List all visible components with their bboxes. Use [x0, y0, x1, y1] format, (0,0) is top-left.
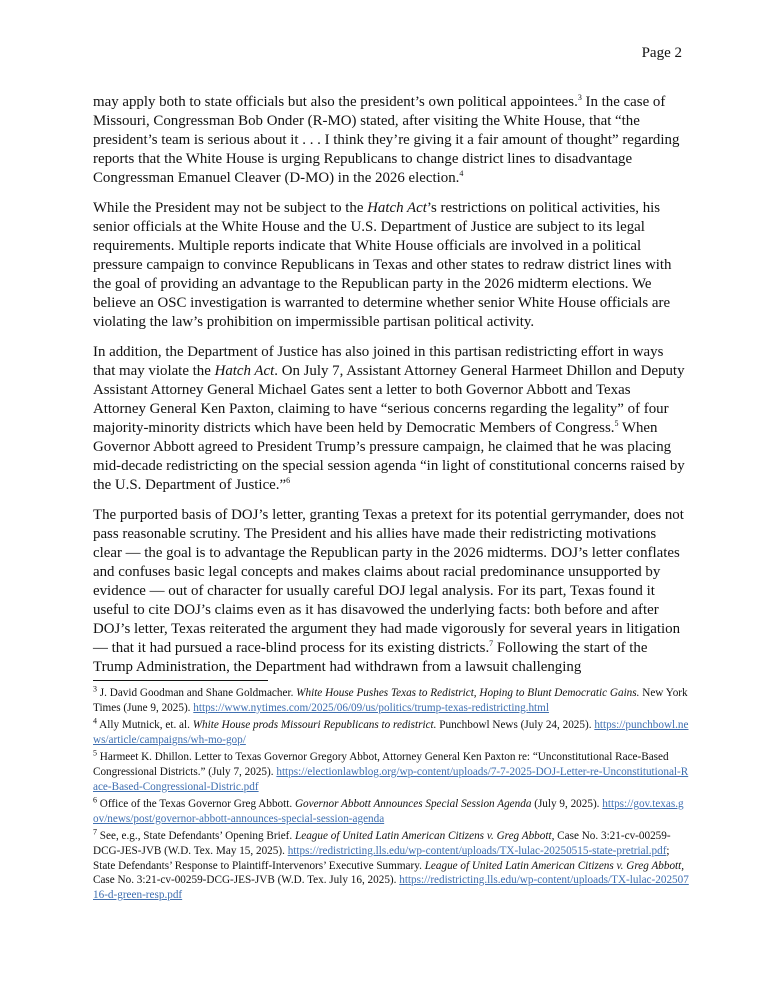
text-run: Case No. 3:21-cv-00259-DCG-JES-JVB (W.D. Tex. May 15, 2025). [93, 830, 671, 857]
text-run: J. David Goodman and Shane Goldmacher. [97, 687, 297, 699]
text-run: . On July 7, Assistant Attorney General Harmeet Dhillon and Deputy Assistant Attorney General Michael Gates sent a letter to both Governor Abbott and Texas Attorney General Ken Paxton, claiming to have “serious concerns regarding the legality” of four majority-minority districts which have been held by Democratic Members of Congress. [93, 363, 685, 436]
footnote-link[interactable]: https://electionlawblog.org/wp-content/uploads/7-7-2025-DOJ-Letter-re-Unconstitutional-Race-Based-Congressional-Distric.pdf [93, 765, 689, 793]
body-paragraph [93, 506, 685, 677]
footnote-marker: 7 [489, 639, 494, 649]
text-run: In addition, the Department of Justice has also joined in this partisan redistricting effort in ways that may violate the [93, 344, 664, 379]
footnote-link[interactable]: https://www.nytimes.com/2025/06/09/us/politics/trump-texas-redistricting.html [193, 701, 549, 714]
text-run: New York Times (June 9, 2025). [93, 687, 688, 714]
italic-text: White House prods Missouri Republicans to redistrict. [192, 719, 437, 732]
text-run: (July 9, 2025). [531, 798, 603, 811]
italic-text: Governor Abbott Announces Special Session Agenda [294, 798, 532, 811]
body-text [93, 93, 685, 677]
italic-text: White House Pushes Texas to Redistrict, Hoping to Blunt Democratic Gains. [296, 687, 640, 699]
footnote [93, 686, 689, 715]
footnote-marker: 3 [577, 93, 582, 103]
footnote-link[interactable]: https://punchbowl.news/article/campaigns/wh-mo-gop/ [93, 719, 689, 746]
text-run: While the President may not be subject to the [93, 200, 368, 216]
body-paragraph [93, 343, 685, 495]
text-run: ; State Defendants’ Response to Plaintiff-Intervenors’ Executive Summary. [93, 844, 670, 872]
italic-text: League of United Latin American Citizens v. Greg Abbott, [295, 830, 555, 843]
page-number: Page 2 [641, 45, 682, 61]
footnote-marker: 4 [459, 169, 464, 179]
italic-text: Hatch Act [214, 363, 275, 379]
footnote-marker: 5 [93, 748, 97, 758]
footnotes [93, 686, 689, 905]
italic-text: Hatch Act [367, 200, 427, 216]
footnote-marker: 7 [93, 827, 97, 837]
text-run: Case No. 3:21-cv-00259-DCG-JES-JVB (W.D. Tex. July 16, 2025). [93, 874, 400, 887]
footnote-link[interactable]: https://gov.texas.gov/news/post/governor-abbott-announces-special-session-agenda [93, 798, 684, 825]
footnote [93, 829, 689, 902]
text-run: Harmeet K. Dhillon. Letter to Texas Governor Gregory Abbot, Attorney General Ken Paxton re: “Unconstitutional Race-Based Congressional Districts.” (July 7, 2025). [93, 751, 669, 778]
footnote [93, 750, 689, 794]
footnote-marker: 6 [286, 476, 291, 486]
text-run: ’s restrictions on political activities, his senior officials at the White House and the U.S. Department of Justice are subject to its legal requirements. Multiple reports indicate that White House officials are involved in a political pressure campaign to convince Republicans in Texas and other states to redraw district lines with the goal of providing an advantage to the Republican party in the 2026 midterm elections. We believe an OSC investigation is warranted to determine whether senior White House officials are violating the law’s prohibition on impermissible partisan political activity. [93, 200, 672, 330]
footnote-separator [93, 680, 268, 681]
text-run: Punchbowl News (July 24, 2025). [436, 719, 595, 732]
text-run: Office of the Texas Governor Greg Abbott. [97, 798, 295, 811]
body-paragraph [93, 93, 685, 188]
italic-text: League of United Latin American Citizens v. Greg Abbott, [424, 859, 685, 872]
text-run: In the case of Missouri, Congressman Bob Onder (R-MO) stated, after visiting the White House, that “the president’s team is serious about it . . . I think they’re giving it a fair amount of thought” regarding reports that the White House is urging Republicans to change district lines to disadvantage Congressman Emanuel Cleaver (D-MO) in the 2026 election. [93, 94, 680, 186]
footnote-link[interactable]: https://redistricting.lls.edu/wp-content/uploads/TX-lulac-20250716-d-green-resp.pdf [93, 874, 689, 901]
footnote [93, 718, 689, 747]
body-paragraph [93, 199, 685, 332]
footnote-link[interactable]: https://redistricting.lls.edu/wp-content/uploads/TX-lulac-20250515-state-pretrial.pdf [287, 844, 667, 857]
footnote-marker: 4 [93, 716, 97, 726]
text-run: may apply both to state officials but also the president’s own political appointees. [93, 94, 578, 110]
text-run: Following the start of the Trump Administration, the Department had withdrawn from a lawsuit challenging [93, 640, 648, 675]
footnote-marker: 5 [614, 419, 619, 429]
footnote-marker: 6 [93, 795, 97, 805]
text-run: Ally Mutnick, et. al. [97, 719, 193, 732]
text-run: See, e.g., State Defendants’ Opening Brief. [97, 830, 295, 843]
text-run: When Governor Abbott agreed to President Trump’s pressure campaign, he claimed that he was placing mid-decade redistricting on the special session agenda “in light of constitutional concerns raised by the U.S. Department of Justice.” [93, 420, 685, 493]
text-run: The purported basis of DOJ’s letter, granting Texas a pretext for its potential gerrymander, does not pass reasonable scrutiny. The President and his allies have made their redistricting motivations clear — the goal is to advantage the Republican party in the 2026 midterms. DOJ’s letter conflates and confuses basic legal concepts and makes claims about racial predominance unsupported by evidence — out of character for usually careful DOJ legal analysis. For its part, Texas found it useful to cite DOJ’s claims even as it has disavowed the underlying facts: both before and after DOJ’s letter, Texas reiterated the argument they had made vigorously for several years in litigation — that it had pursued a race-blind process for its existing districts. [93, 507, 684, 656]
footnote-marker: 3 [93, 684, 97, 694]
footnote [93, 797, 689, 826]
